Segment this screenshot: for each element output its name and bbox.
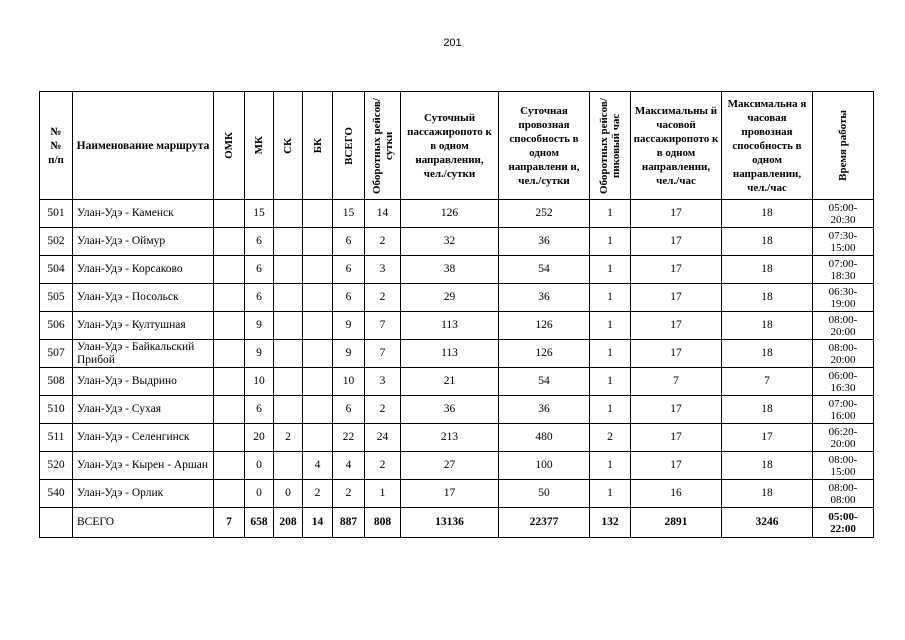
- cell-total: 887: [333, 508, 365, 538]
- cell-total: 6: [333, 284, 365, 312]
- cell-daily-capacity: 100: [499, 452, 590, 480]
- cell-work-time: [813, 480, 874, 508]
- cell-bk: [303, 368, 333, 396]
- cell-mk: 15: [245, 200, 274, 228]
- table-row: [40, 256, 874, 284]
- totals-row: [40, 508, 874, 538]
- cell-turnover: 2: [365, 284, 401, 312]
- cell-route-name: Улан-Удэ - Оймур: [73, 228, 214, 256]
- cell-daily-flow: 36: [401, 396, 499, 424]
- cell-daily-flow: 21: [401, 368, 499, 396]
- header-num: № № п/п: [40, 92, 73, 200]
- work-time-start: 05:00-: [828, 510, 858, 523]
- cell-sk: [274, 340, 303, 368]
- cell-omk: [214, 424, 245, 452]
- cell-max-flow: 17: [631, 424, 722, 452]
- cell-bk: [303, 312, 333, 340]
- cell-max-capacity: 18: [722, 452, 813, 480]
- cell-work-time: [813, 396, 874, 424]
- cell-mk: 9: [245, 312, 274, 340]
- cell-num: 540: [40, 480, 73, 508]
- cell-total: 10: [333, 368, 365, 396]
- cell-max-capacity: 18: [722, 200, 813, 228]
- header-bk: БК: [303, 92, 333, 200]
- routes-table: [39, 91, 874, 538]
- cell-daily-flow: 113: [401, 340, 499, 368]
- cell-bk: [303, 396, 333, 424]
- cell-peak: 132: [590, 508, 631, 538]
- cell-work-time: [813, 368, 874, 396]
- work-time-start: 08:00-: [828, 453, 858, 466]
- work-time-start: 07:30-: [828, 229, 858, 242]
- work-time-end: 20:00: [830, 325, 856, 338]
- cell-max-flow: 7: [631, 368, 722, 396]
- cell-daily-capacity: 126: [499, 340, 590, 368]
- cell-daily-capacity: 22377: [499, 508, 590, 538]
- cell-mk: 0: [245, 480, 274, 508]
- work-time-start: 07:00-: [828, 397, 858, 410]
- cell-sk: [274, 368, 303, 396]
- cell-total: 4: [333, 452, 365, 480]
- cell-max-capacity: 18: [722, 340, 813, 368]
- work-time-start: 07:00-: [828, 257, 858, 270]
- work-time-start: 08:00-: [828, 313, 858, 326]
- cell-omk: [214, 368, 245, 396]
- cell-max-flow: 17: [631, 284, 722, 312]
- cell-total: 9: [333, 312, 365, 340]
- work-time-start: 06:20-: [828, 425, 858, 438]
- cell-max-flow: 17: [631, 396, 722, 424]
- cell-work-time: [813, 312, 874, 340]
- cell-omk: [214, 480, 245, 508]
- cell-omk: 7: [214, 508, 245, 538]
- cell-work-time: [813, 424, 874, 452]
- cell-sk: 208: [274, 508, 303, 538]
- work-time-end: 22:00: [830, 522, 856, 535]
- cell-num: 508: [40, 368, 73, 396]
- cell-max-flow: 17: [631, 340, 722, 368]
- cell-max-capacity: 3246: [722, 508, 813, 538]
- cell-sk: 0: [274, 480, 303, 508]
- cell-daily-flow: 113: [401, 312, 499, 340]
- cell-route-name: Улан-Удэ - Посольск: [73, 284, 214, 312]
- cell-omk: [214, 256, 245, 284]
- cell-daily-flow: 29: [401, 284, 499, 312]
- cell-max-capacity: 18: [722, 228, 813, 256]
- cell-peak: 1: [590, 340, 631, 368]
- cell-max-flow: 17: [631, 228, 722, 256]
- cell-num: 511: [40, 424, 73, 452]
- cell-total: 22: [333, 424, 365, 452]
- cell-num: 520: [40, 452, 73, 480]
- cell-peak: 1: [590, 284, 631, 312]
- cell-num: 506: [40, 312, 73, 340]
- table-row: [40, 368, 874, 396]
- header-max-hourly-capacity: Максимальна я часовая провозная способность в одном направлении, чел./час: [722, 92, 813, 200]
- work-time-start: 08:00-: [828, 341, 858, 354]
- cell-omk: [214, 340, 245, 368]
- cell-max-capacity: 18: [722, 480, 813, 508]
- cell-max-flow: 17: [631, 452, 722, 480]
- cell-daily-capacity: 36: [499, 228, 590, 256]
- cell-omk: [214, 452, 245, 480]
- cell-bk: [303, 228, 333, 256]
- table-body: [40, 200, 874, 538]
- work-time-start: 06:00-: [828, 369, 858, 382]
- cell-omk: [214, 228, 245, 256]
- cell-mk: 10: [245, 368, 274, 396]
- cell-sk: [274, 284, 303, 312]
- cell-sk: [274, 312, 303, 340]
- cell-omk: [214, 396, 245, 424]
- header-turnover: Оборотных рейсов/сутки: [365, 92, 401, 200]
- cell-sk: [274, 228, 303, 256]
- cell-turnover: 7: [365, 340, 401, 368]
- cell-omk: [214, 200, 245, 228]
- cell-daily-flow: 13136: [401, 508, 499, 538]
- cell-bk: [303, 256, 333, 284]
- cell-bk: [303, 284, 333, 312]
- cell-turnover: 7: [365, 312, 401, 340]
- cell-total: 6: [333, 228, 365, 256]
- cell-mk: 658: [245, 508, 274, 538]
- cell-sk: [274, 452, 303, 480]
- cell-sk: 2: [274, 424, 303, 452]
- cell-max-capacity: 18: [722, 256, 813, 284]
- work-time-end: 15:00: [830, 241, 856, 254]
- work-time-end: 08:00: [830, 493, 856, 506]
- cell-work-time: [813, 340, 874, 368]
- cell-bk: [303, 200, 333, 228]
- cell-max-capacity: 18: [722, 312, 813, 340]
- cell-max-flow: 2891: [631, 508, 722, 538]
- cell-daily-flow: 27: [401, 452, 499, 480]
- cell-daily-flow: 38: [401, 256, 499, 284]
- cell-num: [40, 508, 73, 538]
- work-time-end: 16:00: [830, 409, 856, 422]
- cell-bk: [303, 424, 333, 452]
- cell-route-name: Улан-Удэ - Кырен - Аршан: [73, 452, 214, 480]
- cell-num: 510: [40, 396, 73, 424]
- cell-max-flow: 17: [631, 312, 722, 340]
- work-time-start: 08:00-: [828, 481, 858, 494]
- cell-total: 6: [333, 396, 365, 424]
- cell-total: 2: [333, 480, 365, 508]
- cell-bk: 2: [303, 480, 333, 508]
- work-time-end: 16:30: [830, 381, 856, 394]
- cell-turnover: 1: [365, 480, 401, 508]
- cell-daily-flow: 32: [401, 228, 499, 256]
- cell-turnover: 2: [365, 396, 401, 424]
- header-row: [40, 92, 874, 200]
- cell-daily-capacity: 126: [499, 312, 590, 340]
- work-time-end: 15:00: [830, 465, 856, 478]
- work-time-end: 20:30: [830, 213, 856, 226]
- cell-work-time: [813, 200, 874, 228]
- cell-daily-capacity: 480: [499, 424, 590, 452]
- header-sk: СК: [274, 92, 303, 200]
- cell-bk: [303, 340, 333, 368]
- table-row: [40, 424, 874, 452]
- cell-route-name: Улан-Удэ - Култушная: [73, 312, 214, 340]
- header-max-hourly-flow: Максимальны й часовой пассажиропото к в одном направлении, чел./час: [631, 92, 722, 200]
- work-time-start: 06:30-: [828, 285, 858, 298]
- cell-max-flow: 16: [631, 480, 722, 508]
- cell-peak: 1: [590, 396, 631, 424]
- header-peak-turnover: Оборотных рейсов/ пиковый час: [590, 92, 631, 200]
- table-row: [40, 228, 874, 256]
- cell-daily-flow: 213: [401, 424, 499, 452]
- cell-daily-capacity: 54: [499, 256, 590, 284]
- table-row: [40, 284, 874, 312]
- cell-work-time: [813, 452, 874, 480]
- cell-route-name: Улан-Удэ - Выдрино: [73, 368, 214, 396]
- cell-omk: [214, 312, 245, 340]
- cell-daily-flow: 17: [401, 480, 499, 508]
- cell-route-name: ВСЕГО: [73, 508, 214, 538]
- cell-mk: 6: [245, 228, 274, 256]
- cell-max-capacity: 18: [722, 396, 813, 424]
- header-daily-capacity: Суточная провозная способность в одном направлени и, чел./сутки: [499, 92, 590, 200]
- cell-mk: 9: [245, 340, 274, 368]
- cell-peak: 2: [590, 424, 631, 452]
- cell-work-time: [813, 284, 874, 312]
- cell-mk: 6: [245, 256, 274, 284]
- work-time-end: 19:00: [830, 297, 856, 310]
- table-row: [40, 312, 874, 340]
- cell-route-name: Улан-Удэ - Орлик: [73, 480, 214, 508]
- cell-turnover: 2: [365, 452, 401, 480]
- cell-sk: [274, 396, 303, 424]
- header-daily-flow: Суточный пассажиропото к в одном направлении, чел./сутки: [401, 92, 499, 200]
- work-time-end: 20:00: [830, 437, 856, 450]
- cell-turnover: 14: [365, 200, 401, 228]
- cell-max-flow: 17: [631, 200, 722, 228]
- cell-route-name: Улан-Удэ - Байкальский Прибой: [73, 340, 214, 368]
- cell-turnover: 24: [365, 424, 401, 452]
- cell-daily-flow: 126: [401, 200, 499, 228]
- cell-daily-capacity: 252: [499, 200, 590, 228]
- header-omk: ОМК: [214, 92, 245, 200]
- cell-route-name: Улан-Удэ - Каменск: [73, 200, 214, 228]
- header-name: Наименование маршрута: [73, 92, 214, 200]
- cell-route-name: Улан-Удэ - Сухая: [73, 396, 214, 424]
- cell-max-capacity: 17: [722, 424, 813, 452]
- cell-num: 502: [40, 228, 73, 256]
- cell-max-capacity: 7: [722, 368, 813, 396]
- cell-max-capacity: 18: [722, 284, 813, 312]
- table-row: [40, 396, 874, 424]
- cell-mk: 6: [245, 284, 274, 312]
- cell-turnover: 3: [365, 256, 401, 284]
- cell-sk: [274, 256, 303, 284]
- cell-num: 504: [40, 256, 73, 284]
- cell-num: 507: [40, 340, 73, 368]
- cell-total: 9: [333, 340, 365, 368]
- cell-peak: 1: [590, 452, 631, 480]
- cell-peak: 1: [590, 228, 631, 256]
- work-time-end: 20:00: [830, 353, 856, 366]
- cell-omk: [214, 284, 245, 312]
- cell-num: 505: [40, 284, 73, 312]
- header-work-time: Время работы: [813, 92, 874, 200]
- cell-bk: 14: [303, 508, 333, 538]
- cell-peak: 1: [590, 368, 631, 396]
- work-time-start: 05:00-: [828, 201, 858, 214]
- cell-mk: 0: [245, 452, 274, 480]
- cell-mk: 6: [245, 396, 274, 424]
- cell-route-name: Улан-Удэ - Корсаково: [73, 256, 214, 284]
- header-total: ВСЕГО: [333, 92, 365, 200]
- cell-daily-capacity: 54: [499, 368, 590, 396]
- cell-daily-capacity: 36: [499, 396, 590, 424]
- cell-work-time: [813, 256, 874, 284]
- cell-work-time: [813, 508, 874, 538]
- cell-peak: 1: [590, 200, 631, 228]
- table-row: [40, 200, 874, 228]
- cell-peak: 1: [590, 312, 631, 340]
- header-mk: МК: [245, 92, 274, 200]
- cell-peak: 1: [590, 480, 631, 508]
- cell-max-flow: 17: [631, 256, 722, 284]
- cell-sk: [274, 200, 303, 228]
- cell-turnover: 3: [365, 368, 401, 396]
- cell-work-time: [813, 228, 874, 256]
- cell-turnover: 808: [365, 508, 401, 538]
- cell-num: 501: [40, 200, 73, 228]
- cell-bk: 4: [303, 452, 333, 480]
- work-time-end: 18:30: [830, 269, 856, 282]
- table-row: [40, 452, 874, 480]
- cell-route-name: Улан-Удэ - Селенгинск: [73, 424, 214, 452]
- table-row: [40, 340, 874, 368]
- cell-mk: 20: [245, 424, 274, 452]
- cell-total: 15: [333, 200, 365, 228]
- page-number: 201: [443, 37, 462, 49]
- cell-daily-capacity: 36: [499, 284, 590, 312]
- table-row: [40, 480, 874, 508]
- cell-peak: 1: [590, 256, 631, 284]
- cell-total: 6: [333, 256, 365, 284]
- cell-daily-capacity: 50: [499, 480, 590, 508]
- cell-turnover: 2: [365, 228, 401, 256]
